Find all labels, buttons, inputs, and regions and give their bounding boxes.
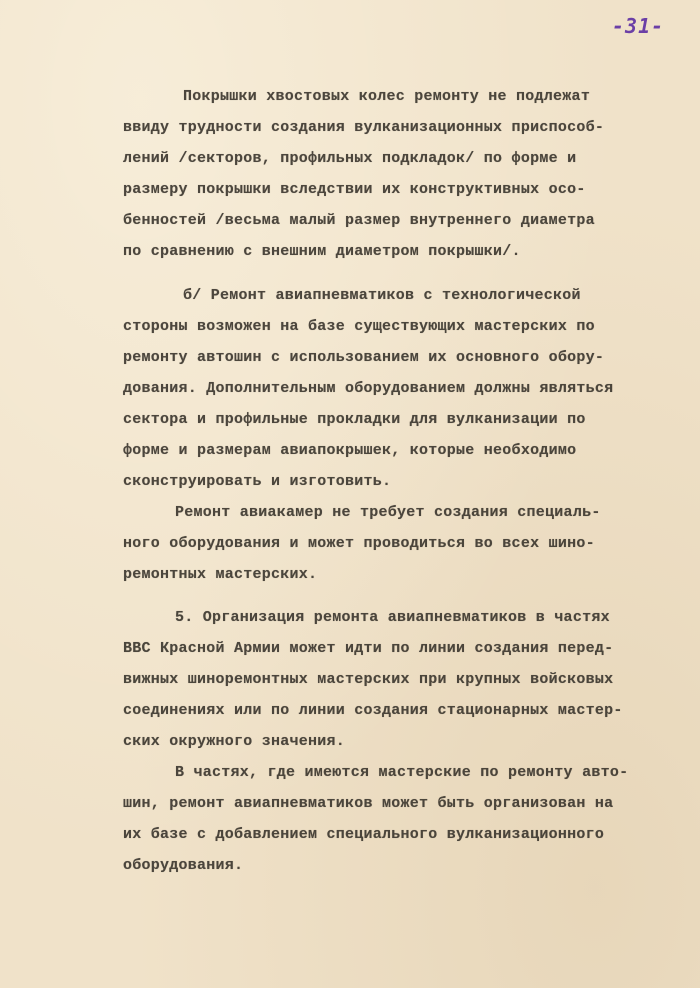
text-line: 5. Организация ремонта авиапневматиков в частях <box>175 609 610 626</box>
text-line: ного оборудования и может проводиться во всех шино- <box>123 535 595 552</box>
text-line: шин, ремонт авиапневматиков может быть организован на <box>123 795 614 812</box>
text-line: Ремонт авиакамер не требует создания специаль- <box>175 504 601 521</box>
text-line: соединениях или по линии создания стационарных мастер- <box>123 702 623 719</box>
text-line: Покрышки хвостовых колес ремонту не подлежат <box>183 88 591 105</box>
text-line: ских окружного значения. <box>123 733 346 750</box>
text-line: В частях, где имеются мастерские по ремонту авто- <box>175 764 629 781</box>
page-number: -31- <box>612 14 665 38</box>
text-line: лений /секторов, профильных подкладок/ по форме и <box>123 150 577 167</box>
text-line: вижных шиноремонтных мастерских при крупных войсковых <box>123 671 614 688</box>
text-line: бенностей /весьма малый размер внутреннего диаметра <box>123 212 595 229</box>
text-line: ремонту автошин с использованием их основного обору- <box>123 349 605 366</box>
text-line: сконструировать и изготовить. <box>123 473 392 490</box>
text-line: стороны возможен на базе существующих мастерских по <box>123 318 595 335</box>
text-line: по сравнению с внешним диаметром покрышки/. <box>123 243 521 260</box>
text-line: их базе с добавлением специального вулканизационного <box>123 826 605 843</box>
text-line: ремонтных мастерских. <box>123 566 318 583</box>
text-line: ввиду трудности создания вулканизационных приспособ- <box>123 119 605 136</box>
text-line: дования. Дополнительным оборудованием должны являться <box>123 380 614 397</box>
text-line: форме и размерам авиапокрышек, которые необходимо <box>123 442 577 459</box>
text-line: оборудования. <box>123 857 244 874</box>
text-line: размеру покрышки вследствии их конструктивных осо- <box>123 181 586 198</box>
text-line: б/ Ремонт авиапневматиков с технологической <box>183 287 581 304</box>
text-line: ВВС Красной Армии может идти по линии создания перед- <box>123 640 614 657</box>
text-line: сектора и профильные прокладки для вулканизации по <box>123 411 586 428</box>
